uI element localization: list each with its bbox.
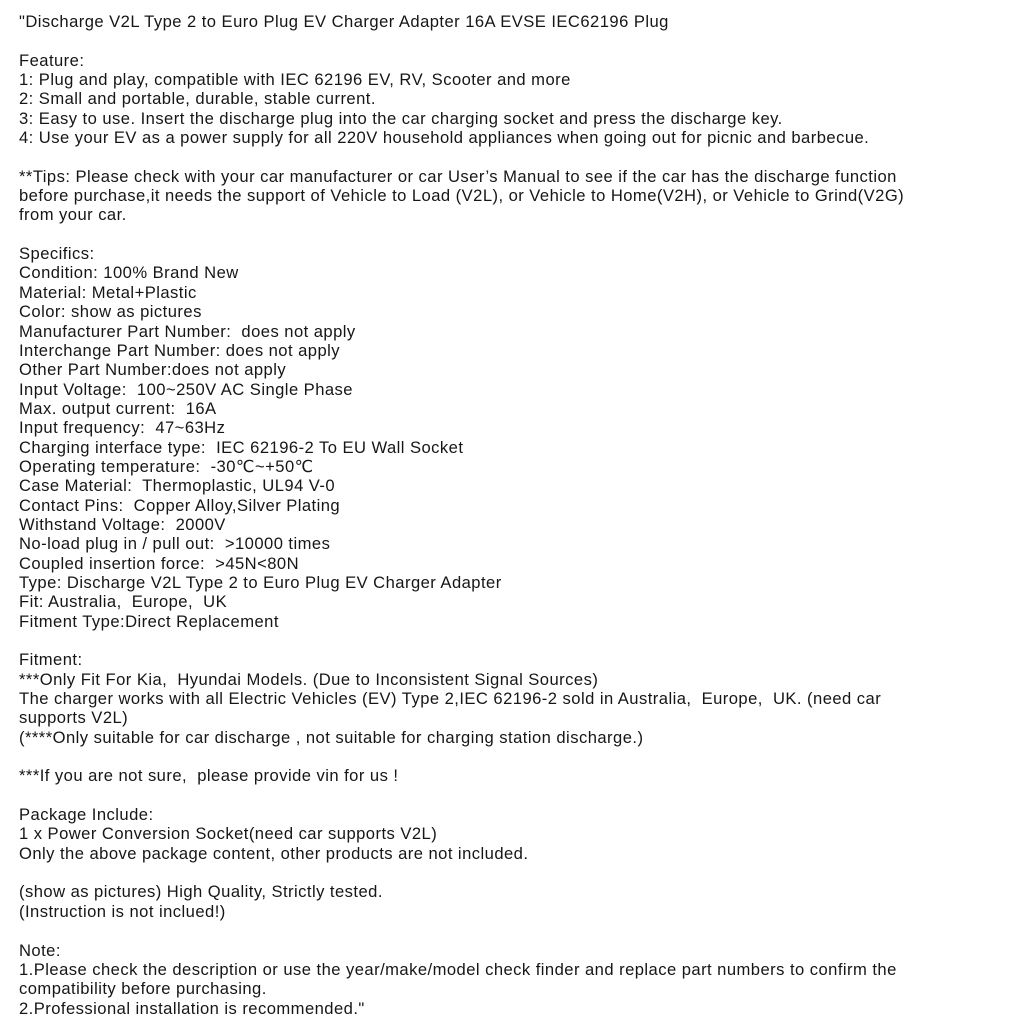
text-line: Charging interface type: IEC 62196-2 To EU Wall Socket <box>19 437 464 457</box>
text-line: "Discharge V2L Type 2 to Euro Plug EV Charger Adapter 16A EVSE IEC62196 Plug <box>19 12 669 31</box>
text-line: Material: Metal+Plastic <box>19 282 197 302</box>
text-line: 1 x Power Conversion Socket(need car supports V2L) <box>19 824 438 844</box>
blank-line <box>19 147 1010 166</box>
text-line: Type: Discharge V2L Type 2 to Euro Plug EV Charger Adapter <box>19 572 502 592</box>
text-line: No-load plug in / pull out: >10000 times <box>19 534 331 554</box>
text-line: Note: <box>19 940 61 960</box>
blank-line <box>19 631 1010 650</box>
text-line: supports V2L) <box>19 708 129 728</box>
text-line: The charger works with all Electric Vehicles (EV) Type 2,IEC 62196-2 sold in Australia, Europe, UK. (need car <box>19 689 882 709</box>
blank-line <box>19 863 1010 882</box>
text-line: Only the above package content, other products are not included. <box>19 843 529 863</box>
text-line: Specifics: <box>19 244 95 264</box>
text-line: 3: Easy to use. Insert the discharge plug into the car charging socket and press the discharge key. <box>19 108 783 128</box>
text-line: Withstand Voltage: 2000V <box>19 514 226 534</box>
document-text <box>19 12 1010 1018</box>
text-line: ***Only Fit For Kia, Hyundai Models. (Due to Inconsistent Signal Sources) <box>19 669 599 689</box>
text-line: 2: Small and portable, durable, stable current. <box>19 89 376 109</box>
blank-line <box>19 747 1010 766</box>
text-line: 2.Professional installation is recommended." <box>19 998 365 1018</box>
text-line: Package Include: <box>19 805 154 825</box>
text-line: Interchange Part Number: does not apply <box>19 340 341 360</box>
text-line: Fitment Type:Direct Replacement <box>19 611 279 631</box>
text-line: Other Part Number:does not apply <box>19 360 287 380</box>
blank-line <box>19 921 1010 940</box>
text-line: Operating temperature: -30℃~+50℃ <box>19 456 314 476</box>
text-line: 4: Use your EV as a power supply for all 220V household appliances when going out for picnic and barbecue. <box>19 128 870 148</box>
text-line: compatibility before purchasing. <box>19 979 267 999</box>
text-line: before purchase,it needs the support of Vehicle to Load (V2L), or Vehicle to Home(V2H), or Vehicle to Grind(V2G) <box>19 186 905 206</box>
text-line: 1: Plug and play, compatible with IEC 62196 EV, RV, Scooter and more <box>19 70 571 90</box>
text-line: Input frequency: 47~63Hz <box>19 418 226 438</box>
blank-line <box>19 786 1010 805</box>
text-line: 1.Please check the description or use the year/make/model check finder and replace part numbers to confirm the <box>19 959 897 979</box>
text-line: Max. output current: 16A <box>19 398 217 418</box>
text-line: Contact Pins: Copper Alloy,Silver Plating <box>19 495 341 515</box>
text-line: Fitment: <box>19 650 83 670</box>
text-line: from your car. <box>19 205 127 225</box>
text-line: Manufacturer Part Number: does not apply <box>19 321 356 341</box>
text-line: Input Voltage: 100~250V AC Single Phase <box>19 379 353 399</box>
text-line: **Tips: Please check with your car manufacturer or car User’s Manual to see if the car has the discharge function <box>19 166 897 186</box>
text-line: Condition: 100% Brand New <box>19 263 239 283</box>
text-line: (Instruction is not inclued!) <box>19 901 226 921</box>
text-line: Feature: <box>19 50 85 70</box>
text-line: (****Only suitable for car discharge , not suitable for charging station discharge.) <box>19 727 644 747</box>
text-line: Fit: Australia, Europe, UK <box>19 592 228 612</box>
blank-line <box>19 225 1010 244</box>
text-line: Case Material: Thermoplastic, UL94 V-0 <box>19 476 336 496</box>
text-line: Color: show as pictures <box>19 302 202 322</box>
text-line: (show as pictures) High Quality, Strictly tested. <box>19 882 383 902</box>
text-line: ***If you are not sure, please provide vin for us ! <box>19 766 399 786</box>
text-line: Coupled insertion force: >45N<80N <box>19 553 300 573</box>
blank-line <box>19 31 1010 50</box>
